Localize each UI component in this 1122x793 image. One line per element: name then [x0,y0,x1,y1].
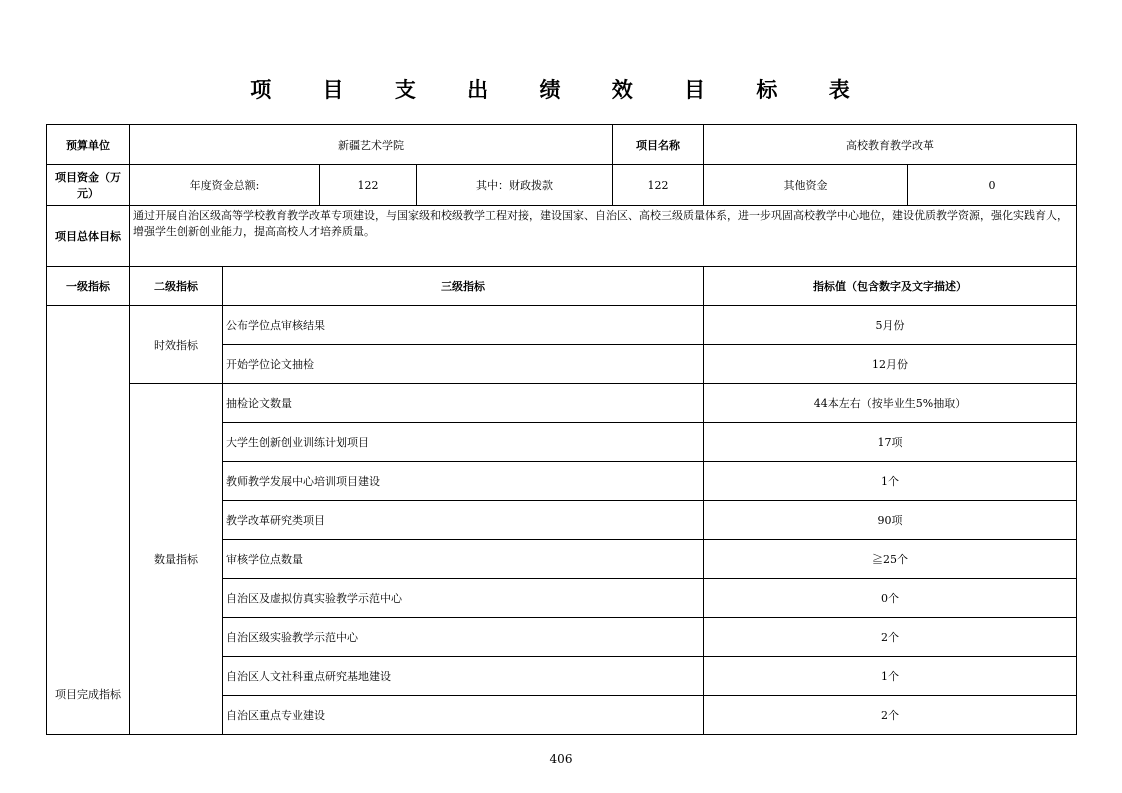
column-header-level3: 三级指标 [223,267,704,306]
column-header-value: 指标值（包含数字及文字描述） [704,267,1077,306]
indicator-cell: 自治区重点专业建设 [223,696,704,735]
fiscal-value: 122 [613,165,704,206]
indicator-cell: 公布学位点审核结果 [223,306,704,345]
page-title: 项 目 支 出 绩 效 目 标 表 [250,77,872,102]
budget-unit-value: 新疆艺术学院 [130,125,613,165]
funds-label: 项目资金（万元） [47,165,130,206]
table-row [47,384,1077,423]
column-header-row [47,267,1077,306]
overall-goal-label: 项目总体目标 [47,206,130,267]
indicator-cell: 抽检论文数量 [223,384,704,423]
value-cell: 17项 [704,423,1077,462]
indicator-cell: 自治区人文社科重点研究基地建设 [223,657,704,696]
indicator-cell: 教学改革研究类项目 [223,501,704,540]
level2-cell: 时效指标 [130,306,223,384]
indicator-cell: 大学生创新创业训练计划项目 [223,423,704,462]
annual-total-label: 年度资金总额: [130,165,320,206]
column-header-level1: 一级指标 [47,267,130,306]
value-cell: 1个 [704,462,1077,501]
indicator-cell: 教师教学发展中心培训项目建设 [223,462,704,501]
project-name-value: 高校教育教学改革 [704,125,1077,165]
value-cell: 44本左右（按毕业生5%抽取） [704,384,1077,423]
budget-unit-label: 预算单位 [47,125,130,165]
annual-total-value: 122 [320,165,417,206]
project-name-label: 项目名称 [613,125,704,165]
column-header-level2: 二级指标 [130,267,223,306]
header-row-goal [47,206,1077,267]
value-cell: 90项 [704,501,1077,540]
value-cell: 2个 [704,618,1077,657]
value-cell: 5月份 [704,306,1077,345]
overall-goal-text: 通过开展自治区级高等学校教育教学改革专项建设，与国家级和校级教学工程对接，建设国家、自治区、高校三级质量体系，进一步巩固高校教学中心地位，建设优质教学资源，强化实践育人，增强学生创新创业能力，提高高校人才培养质量。 [130,206,1077,267]
level1-cell: 项目完成指标 [47,306,130,735]
indicator-cell: 自治区级实验教学示范中心 [223,618,704,657]
value-cell: 2个 [704,696,1077,735]
value-cell: ≧25个 [704,540,1077,579]
value-cell: 1个 [704,657,1077,696]
value-cell: 12月份 [704,345,1077,384]
other-funds-label: 其他资金 [704,165,908,206]
table-row [47,306,1077,345]
header-row-unit [47,125,1077,165]
other-funds-value: 0 [908,165,1077,206]
level2-cell: 数量指标 [130,384,223,735]
performance-target-table [46,124,1077,735]
indicator-cell: 开始学位论文抽检 [223,345,704,384]
value-cell: 0个 [704,579,1077,618]
header-row-funds [47,165,1077,206]
indicator-cell: 审核学位点数量 [223,540,704,579]
indicator-cell: 自治区及虚拟仿真实验教学示范中心 [223,579,704,618]
fiscal-label: 其中：财政拨款 [417,165,613,206]
page-number: 406 [549,752,573,766]
